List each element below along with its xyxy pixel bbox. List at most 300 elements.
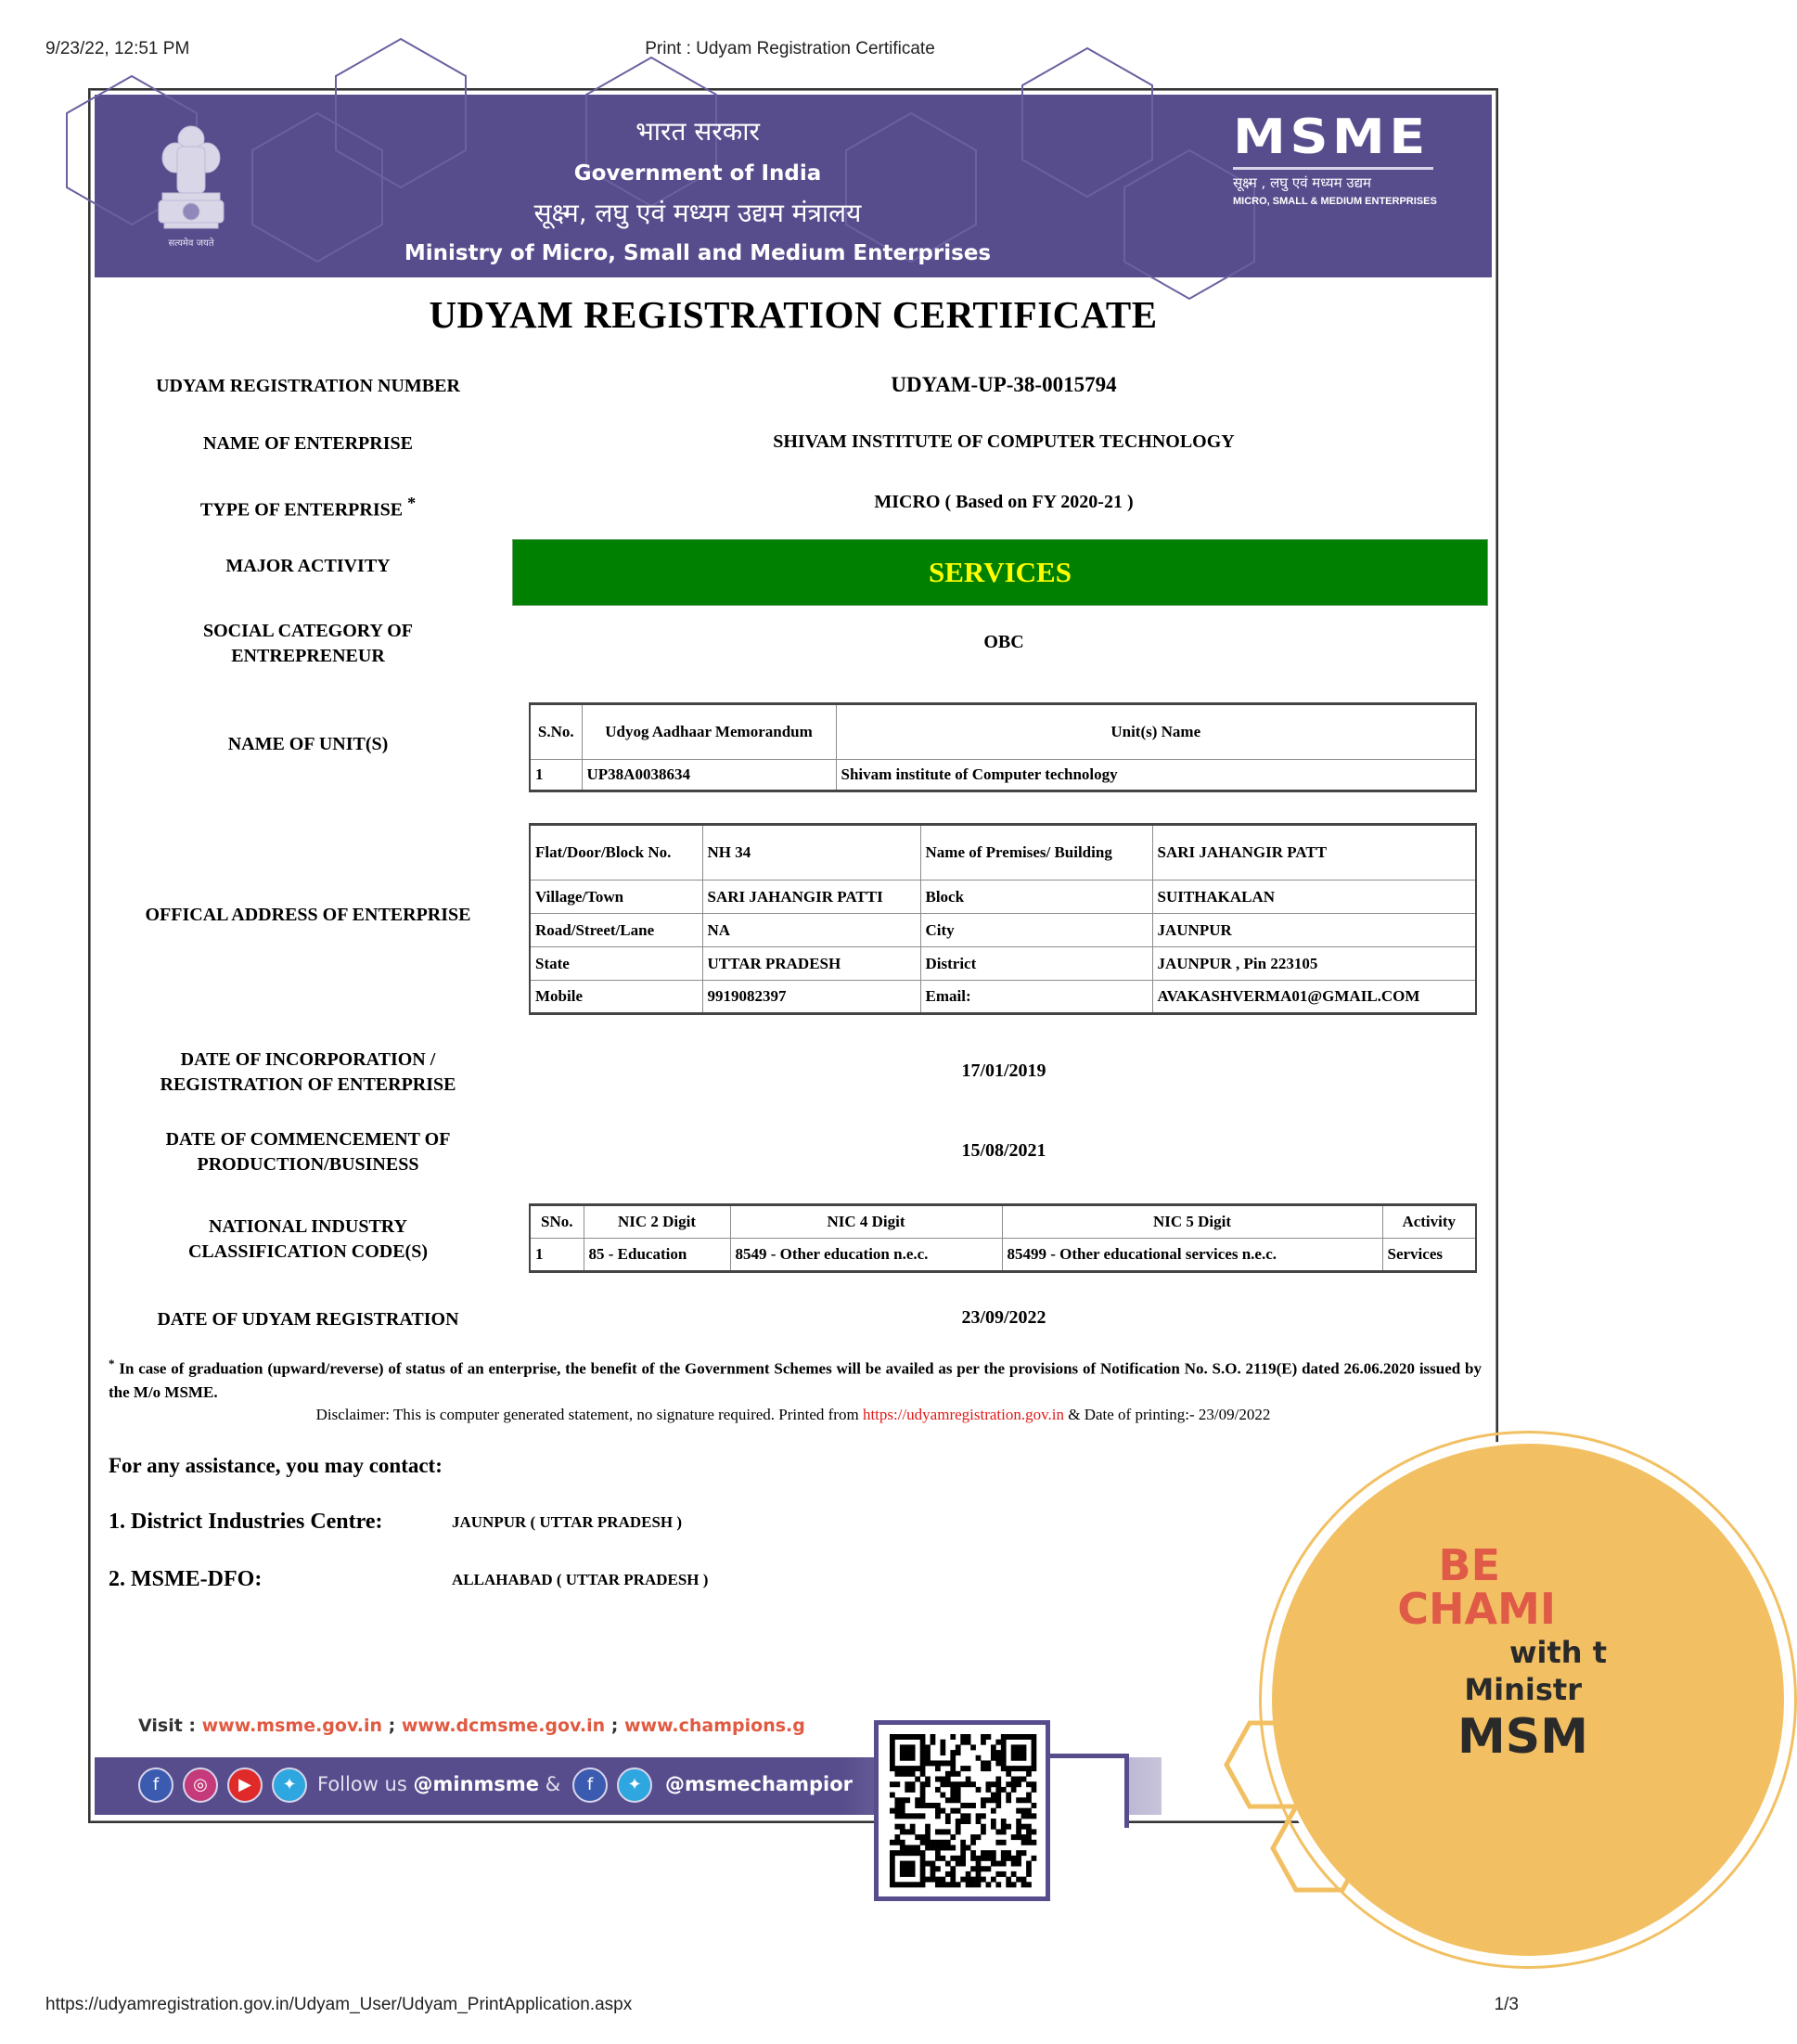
qr-module [1032,1750,1037,1755]
qr-module [945,1861,951,1867]
qr-module [1011,1871,1017,1877]
qr-module [1032,1755,1037,1761]
qr-module [935,1845,941,1850]
commencement-date-value: 15/08/2021 [961,1140,1046,1161]
qr-module [920,1781,926,1787]
qr-module [935,1803,941,1808]
gold-hexagon-icon [1175,1714,1361,1825]
qr-module [920,1793,926,1798]
qr-module [991,1793,996,1798]
certificate-frame [88,88,1607,1823]
units-label: NAME OF UNIT(S) [227,734,389,754]
qr-module [931,1840,936,1845]
qr-module [935,1766,941,1771]
qr-module [995,1755,1001,1761]
qr-module [1021,1840,1027,1845]
qr-module [950,1877,956,1883]
qr-module [1016,1781,1021,1787]
qr-module [1001,1750,1007,1755]
footnote [109,1352,1482,1404]
govt-english: Government of India [573,161,822,186]
units-table [529,702,1477,792]
qr-module [1026,1808,1032,1814]
qr-module [1006,1781,1011,1787]
qr-module [1021,1777,1027,1782]
qr-module [1011,1856,1017,1861]
qr-module [991,1755,996,1761]
registration-number-value: UDYAM-UP-38-0015794 [891,373,1117,396]
qr-module [1011,1734,1017,1740]
facebook-icon[interactable]: f [138,1768,173,1803]
qr-module [966,1882,971,1887]
address-value: NH 34 [702,825,920,881]
address-key: Name of Premises/ Building [920,825,1152,881]
qr-module [935,1856,941,1861]
qr-module [1006,1877,1011,1883]
qr-module [1011,1781,1017,1787]
qr-module [920,1734,926,1740]
table-row [530,981,1476,1014]
qr-module [991,1861,996,1867]
qr-module [950,1871,956,1877]
qr-module [1026,1771,1032,1777]
qr-module [931,1734,936,1740]
qr-module [976,1755,982,1761]
qr-module [890,1740,895,1745]
qr-module [986,1882,992,1887]
qr-module [905,1771,910,1777]
qr-module [890,1793,895,1798]
qr-module [900,1882,905,1887]
qr-module [890,1755,895,1761]
qr-module [1001,1787,1007,1793]
qr-module [966,1871,971,1877]
qr-module [915,1777,920,1782]
qr-module [1006,1766,1011,1771]
logo-divider [1233,167,1433,170]
qr-module [960,1845,966,1850]
qr-module [890,1766,895,1771]
qr-module [995,1829,1001,1834]
qr-module [900,1750,905,1755]
qr-module [991,1744,996,1750]
qr-module [981,1829,986,1834]
qr-module [894,1808,900,1814]
qr-module [920,1744,926,1750]
qr-module [894,1850,900,1856]
address-key: Email: [920,981,1152,1014]
qr-module [966,1819,971,1824]
qr-module [956,1856,961,1861]
qr-module [1021,1882,1027,1887]
qr-module [995,1861,1001,1867]
qr-module [905,1787,910,1793]
table-row [530,1239,1476,1272]
qr-module [890,1750,895,1755]
major-activity-value: SERVICES [512,539,1488,606]
qr-module [925,1877,931,1883]
qr-module [890,1760,895,1766]
qr-module [905,1797,910,1803]
qr-module [995,1781,1001,1787]
qr-module [940,1760,945,1766]
champions-link[interactable]: www.champions.g [623,1716,805,1736]
qr-module [1001,1819,1007,1824]
qr-module [910,1744,916,1750]
qr-module [915,1734,920,1740]
twitter-icon[interactable]: ✦ [617,1768,652,1803]
qr-module [1032,1734,1037,1740]
qr-module [966,1734,971,1740]
qr-module [1001,1824,1007,1830]
qr-module [950,1750,956,1755]
qr-module [981,1797,986,1803]
qr-module [986,1760,992,1766]
qr-module [960,1781,966,1787]
qr-module [900,1866,905,1871]
qr-module [931,1760,936,1766]
qr-module [910,1882,916,1887]
qr-module [1032,1813,1037,1819]
qr-module [894,1781,900,1787]
qr-module [970,1744,976,1750]
qr-module [1016,1850,1021,1856]
address-key: Road/Street/Lane [530,914,702,947]
qr-module [920,1813,926,1819]
qr-module [920,1740,926,1745]
qr-module [935,1813,941,1819]
qr-module [920,1871,926,1877]
qr-module [1006,1882,1011,1887]
qr-module [890,1866,895,1871]
qr-module [920,1856,926,1861]
qr-module [966,1766,971,1771]
qr-module [1011,1750,1017,1755]
qr-module [981,1866,986,1871]
qr-module [900,1845,905,1850]
qr-module [900,1734,905,1740]
qr-module [894,1766,900,1771]
qr-module [945,1840,951,1845]
qr-module [1032,1787,1037,1793]
nic-header-cell: NIC 2 Digit [584,1205,730,1239]
commencement-label-line1: DATE OF COMMENCEMENT OF [165,1129,451,1150]
qr-module [940,1845,945,1850]
qr-module [1016,1861,1021,1867]
qr-module [910,1766,916,1771]
qr-module [890,1877,895,1883]
qr-module [890,1744,895,1750]
qr-module [935,1787,941,1793]
enterprise-type-value: MICRO ( Based on FY 2020-21 ) [874,492,1134,512]
qr-module [1016,1755,1021,1761]
qr-module [956,1829,961,1834]
nic-4-digit: 8549 - Other education n.e.c. [730,1239,1002,1272]
nic-header-row [530,1205,1476,1239]
qr-module [1026,1871,1032,1877]
qr-module [986,1850,992,1856]
qr-module [1021,1834,1027,1840]
qr-module [920,1861,926,1867]
qr-module [1016,1777,1021,1782]
qr-module [894,1803,900,1808]
qr-module [995,1803,1001,1808]
qr-module [940,1840,945,1845]
qr-module [950,1882,956,1887]
udyam-portal-link[interactable]: https://udyamregistration.gov.in [862,1406,1064,1423]
handle-minmsme[interactable]: @minmsme [413,1773,540,1795]
qr-module [940,1882,945,1887]
qr-module [905,1813,910,1819]
qr-module [970,1803,976,1808]
qr-module [1016,1824,1021,1830]
qr-module [945,1845,951,1850]
follow-handle2 [665,1773,853,1795]
qr-module [905,1750,910,1755]
qr-module [966,1845,971,1850]
qr-module [935,1840,941,1845]
udyam-date-value: 23/09/2022 [961,1307,1046,1328]
qr-module [935,1808,941,1814]
qr-module [935,1777,941,1782]
twitter-icon[interactable]: ✦ [272,1768,307,1803]
dfo-value: ALLAHABAD ( UTTAR PRADESH ) [452,1571,709,1588]
qr-module [1016,1734,1021,1740]
qr-module [910,1850,916,1856]
qr-module [925,1744,931,1750]
qr-module [991,1856,996,1861]
dcmsme-link[interactable]: www.dcmsme.gov.in [401,1716,606,1736]
qr-module [956,1882,961,1887]
qr-module [1021,1755,1027,1761]
qr-module [995,1793,1001,1798]
qr-module [976,1819,982,1824]
qr-module [890,1781,895,1787]
qr-module [960,1813,966,1819]
print-datetime: 9/23/22, 12:51 PM [45,39,190,58]
qr-module [905,1829,910,1834]
enterprise-name-label: NAME OF ENTERPRISE [203,433,413,454]
qr-module [1006,1850,1011,1856]
address-value: SUITHAKALAN [1152,881,1476,914]
qr-module [1016,1829,1021,1834]
qr-module [970,1882,976,1887]
qr-module [940,1877,945,1883]
qr-module [915,1882,920,1887]
follow-amp: & [539,1773,561,1795]
qr-module [960,1766,966,1771]
qr-module [1021,1813,1027,1819]
qr-module [915,1797,920,1803]
qr-module [925,1760,931,1766]
qr-module [995,1787,1001,1793]
qr-module [920,1755,926,1761]
qr-module [981,1734,986,1740]
qr-module [960,1734,966,1740]
qr-module [905,1755,910,1761]
national-emblem-icon [155,119,227,249]
qr-module [945,1819,951,1824]
qr-module [956,1744,961,1750]
qr-module [956,1797,961,1803]
incorporation-date-value: 17/01/2019 [961,1061,1046,1081]
ministry-english: Ministry of Micro, Small and Medium Enterprises [404,241,992,265]
qr-module [960,1740,966,1745]
qr-module [1006,1824,1011,1830]
qr-module [1026,1824,1032,1830]
qr-module [920,1882,926,1887]
qr-module [935,1877,941,1883]
qr-module [940,1750,945,1755]
qr-module [894,1840,900,1845]
print-title: Print : Udyam Registration Certificate [645,39,935,58]
msme-link[interactable]: www.msme.gov.in [201,1716,383,1736]
qr-module [920,1771,926,1777]
qr-module [1032,1803,1037,1808]
qr-module [915,1834,920,1840]
dic-value: JAUNPUR ( UTTAR PRADESH ) [452,1513,683,1531]
qr-module [950,1797,956,1803]
qr-module [995,1797,1001,1803]
qr-module [1001,1760,1007,1766]
qr-module [1032,1829,1037,1834]
qr-module [981,1813,986,1819]
table-row [530,760,1476,791]
address-key: District [920,947,1152,981]
qr-module [945,1813,951,1819]
govt-hindi: भारत सरकार [635,116,760,147]
qr-module [950,1834,956,1840]
qr-module [910,1755,916,1761]
nic-label-line2: CLASSIFICATION CODE(S) [187,1241,428,1262]
qr-module [976,1871,982,1877]
qr-module [1032,1744,1037,1750]
qr-module [960,1856,966,1861]
qr-module [966,1877,971,1883]
table-row [530,881,1476,914]
qr-module [956,1808,961,1814]
qr-module [910,1787,916,1793]
nic-header-cell: Activity [1382,1205,1476,1239]
incorporation-label-line1: DATE OF INCORPORATION / [180,1049,436,1070]
facebook-icon[interactable]: f [572,1768,608,1803]
qr-module [976,1856,982,1861]
nic-label-line1: NATIONAL INDUSTRY [209,1216,407,1237]
footnote-marker: * [109,1356,115,1370]
qr-module [894,1797,900,1803]
qr-module [1001,1850,1007,1856]
msme-logo-hindi: सूक्ष्म , लघु एवं मध्यम उद्यम [1233,174,1371,191]
qr-module [1011,1787,1017,1793]
qr-module [1021,1877,1027,1883]
qr-module [960,1819,966,1824]
qr-module [1021,1850,1027,1856]
emblem-motto: सत्यमेव जयते [168,238,214,249]
qr-module [1011,1834,1017,1840]
qr-module [1032,1740,1037,1745]
qr-module [894,1882,900,1887]
qr-module [905,1850,910,1856]
qr-module [956,1861,961,1867]
qr-module [1006,1856,1011,1861]
champ-line-msme: MSM [1457,1709,1588,1765]
qr-module [956,1781,961,1787]
address-key: Flat/Door/Block No. [530,825,702,881]
qr-module [976,1866,982,1871]
visit-label: Visit : [138,1716,202,1736]
qr-module [1016,1834,1021,1840]
qr-module [1026,1840,1032,1845]
champ-line-be: BE [1438,1540,1500,1590]
qr-module [981,1850,986,1856]
qr-module [905,1866,910,1871]
incorporation-date-label [90,1048,526,1098]
qr-module [1006,1797,1011,1803]
qr-module [1016,1877,1021,1883]
disclaimer-prefix: Disclaimer: This is computer generated statement, no signature required. Printed from [315,1406,863,1423]
qr-module [931,1861,936,1867]
qr-module [1026,1734,1032,1740]
qr-module [900,1861,905,1867]
qr-module [910,1781,916,1787]
qr-module [1001,1871,1007,1877]
qr-module [945,1760,951,1766]
units-header-row [530,704,1476,760]
qr-module [905,1766,910,1771]
qr-module [900,1871,905,1877]
qr-module [894,1813,900,1819]
qr-module [894,1824,900,1830]
major-activity-label: MAJOR ACTIVITY [225,556,391,576]
registration-number-label: UDYAM REGISTRATION NUMBER [156,376,460,396]
units-header-cell: Udyog Aadhaar Memorandum [582,704,836,760]
qr-module [1011,1766,1017,1771]
udyam-date-label: DATE OF UDYAM REGISTRATION [157,1309,459,1330]
qr-module [915,1845,920,1850]
qr-module [950,1856,956,1861]
qr-module [910,1829,916,1834]
handle-msmechampions[interactable]: @msmechampior [665,1773,853,1795]
qr-module [900,1824,905,1830]
address-key: State [530,947,702,981]
instagram-icon[interactable]: ◎ [183,1768,218,1803]
qr-module [1026,1793,1032,1798]
qr-module [925,1845,931,1850]
qr-module [991,1819,996,1824]
qr-module [1011,1861,1017,1867]
qr-module [945,1781,951,1787]
social-category-value: OBC [983,632,1024,652]
qr-module [950,1793,956,1798]
qr-module [966,1777,971,1782]
qr-module [894,1734,900,1740]
qr-module [920,1866,926,1871]
qr-module [976,1813,982,1819]
qr-module [956,1750,961,1755]
address-value: AVAKASHVERMA01@GMAIL.COM [1152,981,1476,1014]
qr-module [1021,1824,1027,1830]
qr-module [950,1766,956,1771]
qr-module [981,1856,986,1861]
youtube-icon[interactable]: ▶ [227,1768,263,1803]
qr-code[interactable] [874,1720,1050,1901]
qr-module [1001,1740,1007,1745]
qr-module [935,1850,941,1856]
qr-module [981,1803,986,1808]
qr-module [905,1882,910,1887]
qr-module [925,1803,931,1808]
qr-module [986,1734,992,1740]
